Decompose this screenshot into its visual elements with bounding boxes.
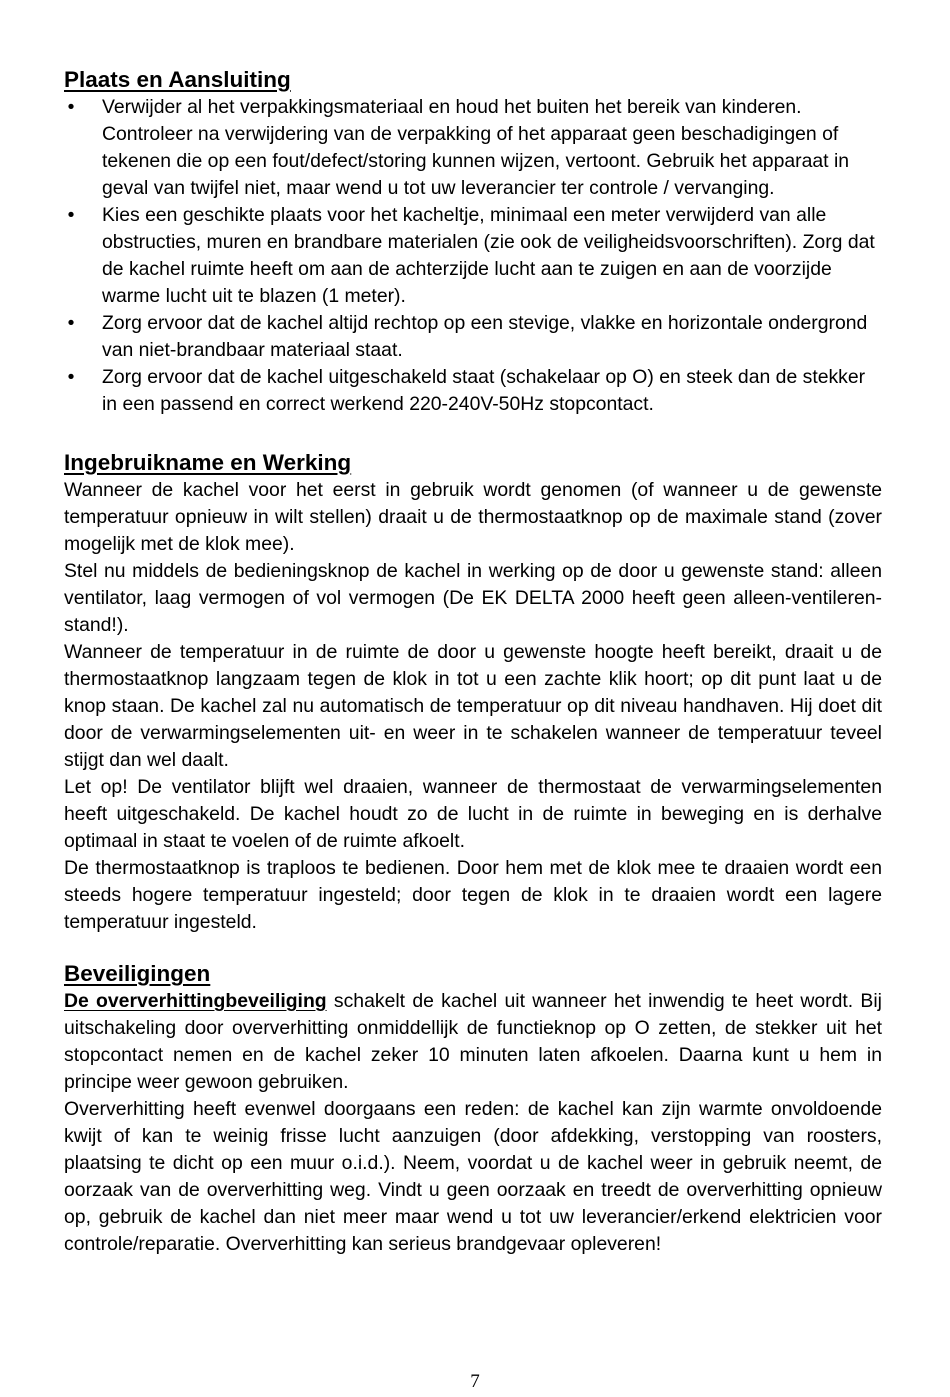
document-page [64,66,882,1258]
section-heading-safety: Beveiligingen [64,961,211,986]
page-number: 7 [470,1371,480,1392]
bullet-icon: • [67,96,75,118]
list-item [64,310,882,364]
bullet-icon: • [67,312,75,334]
operation-paragraph: Wanneer de kachel voor het eerst in gebruik wordt genomen (of wanneer u de gewenste temperatuur opnieuw in wilt stellen) draait u de thermostaatknop op de maximale stand (zover mogelijk met de klok mee). [64,479,882,555]
list-item [64,202,882,310]
bullet-icon: • [67,204,75,226]
list-item [64,364,882,418]
safety-paragraph [64,988,882,1096]
safety-paragraph: Oververhitting heeft evenwel doorgaans een reden: de kachel kan zijn warmte onvoldoende kwijt of kan te weinig frisse lucht aanzuigen (door afdekking, verstopping van roosters, plaatsing te dicht op een muur o.i.d.). Neem, voordat u de kachel weer in gebruik neemt, de oorzaak van de oververhitting weg. Vindt u geen oorzaak en treedt de oververhitting opnieuw op, gebruik de kachel dan niet meer maar wend u tot uw leverancier/erkend elektricien voor controle/reparatie. Oververhitting kan serieus brandgevaar opleveren! [64,1098,882,1255]
list-item [64,94,882,202]
overheat-protection-term: De oververhittingbeveiliging [64,990,327,1012]
section-heading-placement: Plaats en Aansluiting [64,67,291,92]
list-item-text: Zorg ervoor dat de kachel uitgeschakeld staat (schakelaar op O) en steek dan de stekker in een passend en correct werkend 220-240V-50Hz stopcontact. [102,366,866,415]
operation-paragraph: De thermostaatknop is traploos te bedienen. Door hem met de klok mee te draaien wordt een steeds hogere temperatuur ingesteld; door tegen de klok in te draaien wordt een lagere temperatuur ingesteld. [64,857,882,933]
list-item-text: Kies een geschikte plaats voor het kacheltje, minimaal een meter verwijderd van alle obstructies, muren en brandbare materialen (zie ook de veiligheidsvoorschriften). Zorg dat de kachel ruimte heeft om aan de achterzijde lucht aan te zuigen en aan de voorzijde warme lucht uit te blazen (1 meter). [102,204,875,307]
operation-paragraph: Stel nu middels de bedieningsknop de kachel in werking op de door u gewenste stand: alleen ventilator, laag vermogen of vol vermogen (De EK DELTA 2000 heeft geen alleen-ventileren-stand!). [64,560,882,636]
operation-paragraph: Wanneer de temperatuur in de ruimte de door u gewenste hoogte heeft bereikt, draait u de thermostaatknop langzaam tegen de klok in tot u een zachte klik hoort; op dit punt laat u de knop staan. De kachel zal nu automatisch de temperatuur op dit niveau handhaven. Hij doet dit door de verwarmingselementen uit- en weer in te schakelen wanneer de temperatuur teveel stijgt dan wel daalt. [64,641,882,771]
bullet-icon: • [67,366,75,388]
list-item-text: Verwijder al het verpakkingsmateriaal en houd het buiten het bereik van kinderen. Controleer na verwijdering van de verpakking of het apparaat geen beschadigingen of tekenen die op een fout/defect/storing kunnen wijzen, vertoont. Gebruik het apparaat in geval van twijfel niet, maar wend u tot uw leverancier ter controle / vervanging. [102,96,850,199]
list-item-text: Zorg ervoor dat de kachel altijd rechtop op een stevige, vlakke en horizontale ondergrond van niet-brandbaar materiaal staat. [102,312,868,361]
operation-paragraph: Let op! De ventilator blijft wel draaien, wanneer de thermostaat de verwarmingselementen heeft uitgeschakeld. De kachel houdt zo de lucht in de ruimte in beweging en is derhalve optimaal in staat te voelen of de ruimte afkoelt. [64,776,882,852]
placement-bullet-list [64,94,882,418]
section-heading-operation: Ingebruikname en Werking [64,450,352,475]
safety-paragraph-text: schakelt de kachel uit wanneer het inwendig te heet wordt. Bij uitschakeling door oververhitting onmiddellijk de functieknop op O zetten, de stekker uit het stopcontact nemen en de kachel zeker 10 minuten laten afkoelen. Daarna kunt u hem in principe weer gewoon gebruiken. [64,990,882,1093]
